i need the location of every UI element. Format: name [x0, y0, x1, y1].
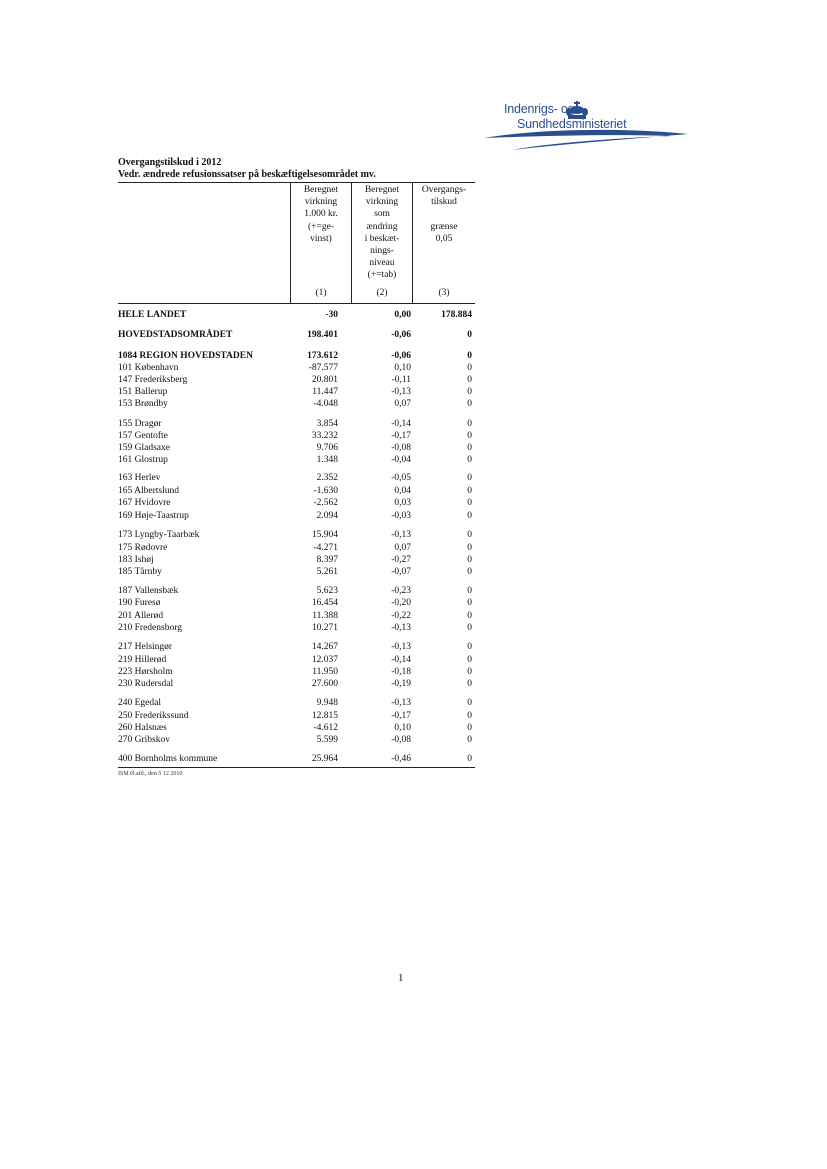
row-name: 210 Fredensborg: [118, 623, 182, 633]
logo-line-2: Sundhedsministeriet: [517, 117, 627, 131]
row-value-2: -0,23: [391, 586, 411, 596]
table-row: [118, 753, 475, 765]
row-value-1: 10.271: [311, 623, 338, 633]
row-value-1: 1.348: [316, 455, 338, 465]
row-value-2: -0,17: [391, 711, 411, 721]
row-value-1: 33.232: [311, 431, 338, 441]
table-row: [118, 678, 475, 690]
row-name: 240 Egedal: [118, 698, 162, 708]
table-row: [118, 510, 475, 522]
row-name: 1084 REGION HOVEDSTADEN: [118, 351, 253, 361]
row-value-2: 0,04: [394, 486, 411, 496]
row-value-1: -4.271: [313, 543, 338, 553]
row-value-2: -0,13: [391, 642, 411, 652]
table-subtitle: Vedr. ændrede refusionssatser på beskæftigelsesområdet mv.: [118, 169, 376, 180]
row-value-1: -1.630: [313, 486, 338, 496]
row-value-3: 0: [467, 623, 472, 633]
row-name: 219 Hillerød: [118, 655, 167, 665]
table-row: [118, 566, 475, 578]
row-value-3: 0: [467, 711, 472, 721]
row-value-2: 0,07: [394, 543, 411, 553]
row-name: 163 Herlev: [118, 473, 161, 483]
column-number-1: (1): [315, 288, 327, 298]
row-name: 260 Halsnæs: [118, 723, 167, 733]
row-value-2: -0,06: [391, 330, 411, 340]
row-value-3: 178.884: [441, 310, 472, 320]
table-row: [118, 454, 475, 466]
row-name: 250 Frederikssund: [118, 711, 189, 721]
table-row: [118, 597, 475, 609]
row-value-2: -0,13: [391, 530, 411, 540]
table-row: [118, 554, 475, 566]
row-value-3: 0: [467, 351, 472, 361]
row-value-1: -2.562: [313, 498, 338, 508]
row-value-3: 0: [467, 567, 472, 577]
row-value-1: 2.352: [316, 473, 338, 483]
table-row: [118, 350, 475, 362]
row-value-1: 25.964: [311, 754, 338, 764]
row-name: HOVEDSTADSOMRÅDET: [118, 330, 233, 340]
row-value-2: -0,14: [391, 655, 411, 665]
row-name: 175 Rødovre: [118, 543, 168, 553]
column-header-1: Beregnet virkning 1.000 kr. (+=ge- vinst): [303, 185, 339, 244]
row-value-1: 11.447: [312, 387, 338, 397]
table-row: [118, 418, 475, 430]
table-row: [118, 722, 475, 734]
row-value-2: -0,04: [391, 455, 411, 465]
row-value-1: 16.454: [311, 598, 338, 608]
table-row: [118, 497, 475, 509]
row-name: 159 Gladsaxe: [118, 443, 170, 453]
row-value-1: -4.048: [313, 399, 338, 409]
row-value-3: 0: [467, 735, 472, 745]
row-value-3: 0: [467, 363, 472, 373]
row-value-3: 0: [467, 473, 472, 483]
row-value-2: -0,08: [391, 443, 411, 453]
row-name: 173 Lyngby-Taarbæk: [118, 530, 200, 540]
row-value-3: 0: [467, 399, 472, 409]
table-row: [118, 585, 475, 597]
row-value-3: 0: [467, 486, 472, 496]
row-value-2: -0,19: [391, 679, 411, 689]
row-name: 151 Ballerup: [118, 387, 168, 397]
row-name: 185 Tårnby: [118, 567, 162, 577]
column-header-3: Overgangs- tilskud grænse 0,05: [421, 185, 467, 244]
row-value-2: -0,18: [391, 667, 411, 677]
row-name: 153 Brøndby: [118, 399, 168, 409]
row-value-1: 173.612: [307, 351, 338, 361]
row-name: 155 Dragør: [118, 419, 162, 429]
row-value-3: 0: [467, 667, 472, 677]
row-value-2: 0,10: [394, 363, 411, 373]
logo-line-1: Indenrigs- og: [504, 102, 575, 116]
row-name: 147 Frederiksberg: [118, 375, 188, 385]
row-value-3: 0: [467, 387, 472, 397]
table-row: [118, 472, 475, 484]
row-name: 270 Gribskov: [118, 735, 170, 745]
top-rule: [118, 182, 475, 183]
row-value-2: -0,13: [391, 698, 411, 708]
footnote: ISM Ø.afd., den 5 12 2010: [118, 771, 183, 777]
table-row: [118, 386, 475, 398]
table-row: [118, 362, 475, 374]
row-name: 101 København: [118, 363, 179, 373]
row-value-3: 0: [467, 330, 472, 340]
table-row: [118, 442, 475, 454]
row-value-3: 0: [467, 555, 472, 565]
row-value-3: 0: [467, 455, 472, 465]
row-value-3: 0: [467, 723, 472, 733]
table-row: [118, 374, 475, 386]
row-name: HELE LANDET: [118, 310, 187, 320]
row-value-3: 0: [467, 530, 472, 540]
row-value-1: -87.577: [308, 363, 338, 373]
row-value-1: 8.397: [316, 555, 338, 565]
row-name: 183 Ishøj: [118, 555, 154, 565]
row-name: 217 Helsingør: [118, 642, 173, 652]
row-value-2: -0,06: [391, 351, 411, 361]
table-row: [118, 610, 475, 622]
table-title: Overgangstilskud i 2012: [118, 157, 222, 168]
row-value-3: 0: [467, 543, 472, 553]
row-value-2: -0,11: [391, 375, 411, 385]
row-name: 400 Bornholms kommune: [118, 754, 218, 764]
row-value-3: 0: [467, 754, 472, 764]
row-value-1: 12.037: [311, 655, 338, 665]
row-value-2: -0,05: [391, 473, 411, 483]
row-value-1: -4.612: [313, 723, 338, 733]
row-name: 190 Furesø: [118, 598, 161, 608]
row-value-2: -0,46: [391, 754, 411, 764]
row-value-3: 0: [467, 655, 472, 665]
header-rule: [118, 303, 475, 304]
table-row: [118, 309, 475, 321]
row-name: 161 Glostrup: [118, 455, 168, 465]
row-name: 230 Rudersdal: [118, 679, 174, 689]
row-value-3: 0: [467, 698, 472, 708]
table-row: [118, 666, 475, 678]
ministry-logo: [482, 98, 692, 152]
row-value-3: 0: [467, 375, 472, 385]
row-value-2: -0,07: [391, 567, 411, 577]
row-value-3: 0: [467, 611, 472, 621]
row-value-2: -0,14: [391, 419, 411, 429]
row-value-2: -0,13: [391, 387, 411, 397]
table-row: [118, 485, 475, 497]
row-value-1: 9.948: [316, 698, 338, 708]
column-header-2: Beregnet virkning som ændring i beskæt- nings- niveau (+=tab): [364, 185, 400, 281]
row-value-3: 0: [467, 586, 472, 596]
row-value-1: 14.267: [311, 642, 338, 652]
row-name: 187 Vallensbæk: [118, 586, 179, 596]
row-value-1: 5.623: [316, 586, 338, 596]
row-value-1: 20.801: [311, 375, 338, 385]
row-name: 169 Høje-Taastrup: [118, 511, 189, 521]
page-number: 1: [398, 972, 404, 984]
row-value-1: 12.815: [311, 711, 338, 721]
table-row: [118, 398, 475, 410]
table-row: [118, 734, 475, 746]
row-value-1: 27.600: [311, 679, 338, 689]
row-value-1: 5.261: [316, 567, 338, 577]
row-value-3: 0: [467, 642, 472, 652]
row-value-1: 15.904: [311, 530, 338, 540]
row-value-2: -0,08: [391, 735, 411, 745]
table-row: [118, 710, 475, 722]
row-value-2: -0,03: [391, 511, 411, 521]
row-name: 223 Hørsholm: [118, 667, 173, 677]
row-value-3: 0: [467, 598, 472, 608]
row-value-2: 0,07: [394, 399, 411, 409]
row-value-3: 0: [467, 431, 472, 441]
row-value-2: -0,20: [391, 598, 411, 608]
row-value-2: -0,17: [391, 431, 411, 441]
row-value-3: 0: [467, 419, 472, 429]
row-name: 167 Hvidovre: [118, 498, 171, 508]
row-name: 201 Allerød: [118, 611, 164, 621]
table-row: [118, 641, 475, 653]
table-row: [118, 542, 475, 554]
row-value-2: 0,03: [394, 498, 411, 508]
row-value-1: 2.094: [316, 511, 338, 521]
row-value-3: 0: [467, 511, 472, 521]
row-name: 157 Gentofte: [118, 431, 168, 441]
row-value-2: -0,22: [391, 611, 411, 621]
row-value-1: 3.854: [316, 419, 338, 429]
column-number-3: (3): [438, 288, 450, 298]
bottom-rule: [118, 767, 475, 768]
row-value-2: 0,10: [394, 723, 411, 733]
row-value-1: 5.599: [316, 735, 338, 745]
table-row: [118, 654, 475, 666]
row-value-1: 9.706: [316, 443, 338, 453]
table-row: [118, 430, 475, 442]
row-value-2: 0,00: [394, 310, 411, 320]
row-value-3: 0: [467, 679, 472, 689]
row-value-3: 0: [467, 498, 472, 508]
table-row: [118, 529, 475, 541]
row-value-1: -30: [325, 310, 338, 320]
table-row: [118, 622, 475, 634]
row-name: 165 Albertslund: [118, 486, 179, 496]
row-value-2: -0,13: [391, 623, 411, 633]
column-number-2: (2): [376, 288, 388, 298]
row-value-1: 11.388: [312, 611, 338, 621]
table-title-block: [118, 157, 376, 181]
row-value-3: 0: [467, 443, 472, 453]
row-value-1: 198.401: [307, 330, 338, 340]
row-value-2: -0,27: [391, 555, 411, 565]
row-value-1: 11.950: [312, 667, 338, 677]
table-row: [118, 329, 475, 341]
table-row: [118, 697, 475, 709]
